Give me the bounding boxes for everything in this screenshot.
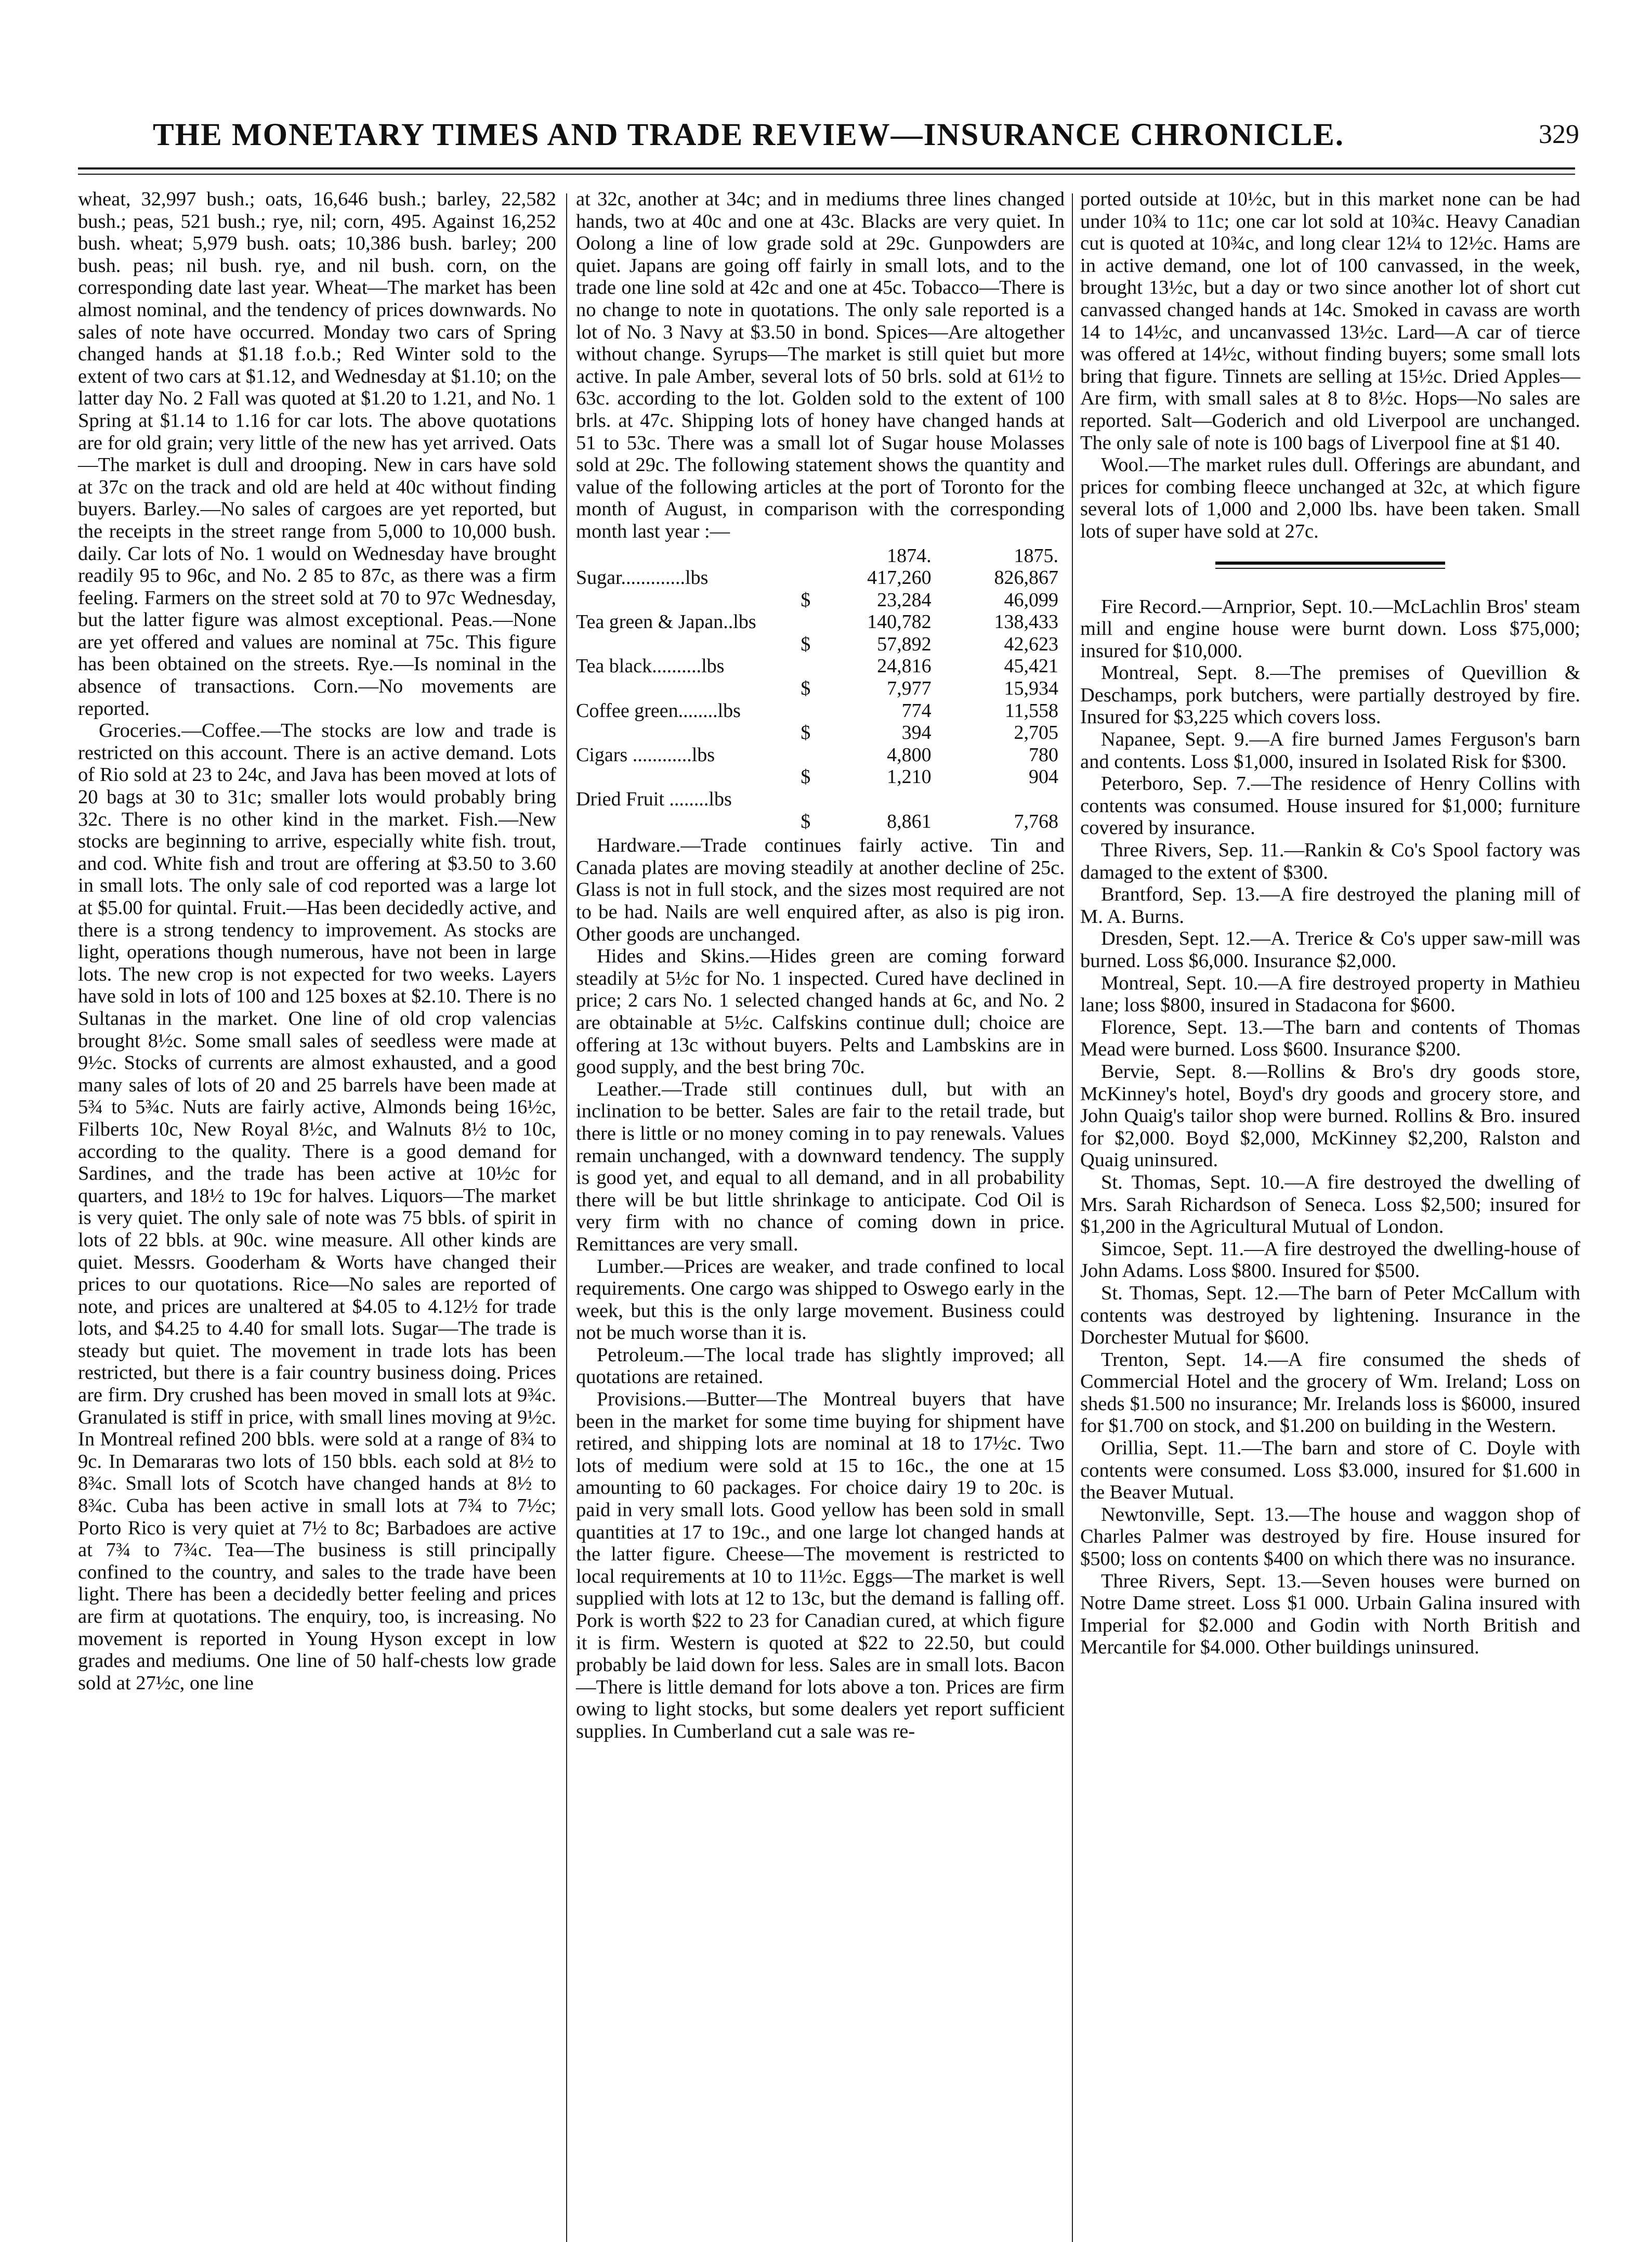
- table-row: [576, 589, 1065, 611]
- table-row: [576, 567, 1065, 589]
- table-cell-value: 23,284: [877, 589, 932, 611]
- header-rule-thick: [78, 167, 1575, 170]
- table-cell-value: 904: [1029, 766, 1058, 788]
- table-row: [576, 722, 1065, 744]
- fire-record-list: [1080, 596, 1580, 1659]
- table-cell-label: Tea green & Japan..lbs: [576, 611, 756, 633]
- wool-paragraph: Wool.—The market rules dull. Offerings are abundant, and prices for combing fleece unchanged at 32c, at which figure several lots of 1,000 and 2,000 lbs. have been taken. Small lots of super have sold at 27c.: [1080, 454, 1580, 542]
- header-rule-thin: [78, 174, 1575, 175]
- section-divider: [1080, 554, 1580, 579]
- table-cell-value: 11,558: [1004, 699, 1058, 722]
- fire-record-entry: Dresden, Sept. 12.—A. Trerice & Co's upper saw-mill was burned. Loss $6,000. Insurance $2,000.: [1080, 928, 1580, 972]
- column-divider-1: [566, 193, 567, 2242]
- fire-record-entry: Three Rivers, Sept. 13.—Seven houses were burned on Notre Dame street. Loss $1 000. Urbain Galina insured with Imperial for $2.000 and Godin with North British and Mercantile for $4.000. Other buildings uninsured.: [1080, 1570, 1580, 1659]
- table-cell-value: 826,867: [994, 567, 1058, 589]
- table-cell-label: $: [801, 633, 811, 655]
- table-cell-value: 417,260: [867, 567, 932, 589]
- table-cell-value: 394: [901, 722, 932, 744]
- fire-record-entry: Fire Record.—Arnprior, Sept. 10.—McLachlin Bros' steam mill and engine house were burnt down. Loss $75,000; insured for $10,000.: [1080, 595, 1580, 662]
- column-3: [1080, 188, 1580, 1659]
- table-cell-value: 4,800: [887, 744, 932, 766]
- table-row: [576, 700, 1065, 722]
- table-cell-value: 42,623: [1004, 633, 1058, 655]
- page-title: THE MONETARY TIMES AND TRADE REVIEW—INSURANCE CHRONICLE.: [152, 118, 1345, 152]
- table-cell-value: 8,861: [887, 810, 932, 832]
- fire-record-entry: Bervie, Sept. 8.—Rollins & Bro's dry goods store, McKinney's hotel, Boyd's dry goods and grocery store, and John Quaig's tailor shop were burned. Rollins & Bro. insured for $2,000. Boyd $2,000, McKinney $2,200, Ralston and Quaig uninsured.: [1080, 1060, 1580, 1171]
- table-cell-label: $: [801, 766, 811, 788]
- table-row: [576, 788, 1065, 811]
- fire-record-entry: St. Thomas, Sept. 10.—A fire destroyed the dwelling of Mrs. Sarah Richardson of Seneca. Loss $2,500; insured for $1,200 in the Agricultural Mutual of London.: [1080, 1171, 1580, 1238]
- provisions-paragraph: Provisions.—Butter—The Montreal buyers that have been in the market for some time buying for shipment have retired, and shipping lots are nominal at 18 to 17½c. Two lots of medium were sold at 15 to 16c., the one at 15 amounting to 60 packages. For choice dairy 19 to 20c. is paid in very small lots. Good yellow has been sold in small quantities at 17 to 19c., and one large lot changed hands at the latter figure. Cheese—The movement is restricted to local requirements at 10 to 11½c. Eggs—The market is well supplied with lots at 12 to 13c, but the demand is falling off. Pork is worth $22 to 23 for Canadian cured, at which figure it is firm. Western is quoted at $22 to 22.50, but could probably be laid down for less. Sales are in small lots. Bacon—There is little demand for lots above a ton. Prices are firm owing to light stocks, but some dealers yet report sufficient supplies. In Cumberland cut a sale was re-: [576, 1388, 1065, 1742]
- table-cell-value: [938, 788, 1065, 811]
- table-cell-value: 45,421: [1004, 655, 1058, 677]
- table-row: [576, 611, 1065, 633]
- fire-record-entry: Orillia, Sept. 11.—The barn and store of C. Doyle with contents were consumed. Loss $3.000, insured for $1.600 in the Beaver Mutual.: [1080, 1437, 1580, 1504]
- fire-record-entry: St. Thomas, Sept. 12.—The barn of Peter McCallum with contents was destroyed by lightening. Insurance in the Dorchester Mutual for $600.: [1080, 1282, 1580, 1349]
- hardware-paragraph: Hardware.—Trade continues fairly active. Tin and Canada plates are moving steadily at another decline of 25c. Glass is not in full stock, and the sizes most required are not to be had. Nails are well enquired after, as also is pig iron. Other goods are unchanged.: [576, 835, 1065, 945]
- fire-record-entry: Napanee, Sept. 9.—A fire burned James Ferguson's barn and contents. Loss $1,000, insured in Isolated Risk for $300.: [1080, 728, 1580, 773]
- fire-record-entry: Peterboro, Sep. 7.—The residence of Henry Collins with contents was consumed. House insured for $1,000; furniture covered by insurance.: [1080, 773, 1580, 839]
- table-cell-value: 7,768: [1014, 810, 1058, 832]
- table-row: [576, 677, 1065, 700]
- table-cell-value: [810, 788, 937, 811]
- table-cell-value: 138,433: [994, 611, 1058, 633]
- column-2: [576, 188, 1065, 1743]
- table-cell-label: Tea black..........lbs: [576, 655, 725, 677]
- groceries-paragraph: Groceries.—Coffee.—The stocks are low and trade is restricted on this account. There is an active demand. Lots of Rio sold at 23 to 24c, and Java has been moved at lots of 20 bags at 30 to 31c; smaller lots would probably bring 32c. There is no other kind in the market. Fish.—New stocks are beginning to arrive, especially white fish. trout, and cod. White fish and trout are offering at $3.50 to 3.60 in small lots. The only sale of cod reported was a large lot at $5.00 for quintal. Fruit.—Has been decidedly active, and there is a strong tendency to improvement. As stocks are light, operations though numerous, have not been in large lots. The new crop is not expected for two weeks. Layers have sold in lots of 100 and 125 boxes at $2.10. There is no Sultanas in the market. One line of old crop valencias brought 8½c. Some small sales of seedless were made at 9½c. Stocks of currents are almost exhausted, and a good many sales of lots of 20 and 25 barrels have been made at 5¾ to 5¾c. Nuts are fairly active, Almonds being 16½c, Filberts 10c, New Royal 8½c, and Walnuts 8½ to 10c, according to the quality. There is a good demand for Sardines, and the trade has been active at 10½c for quarters, and 18½ to 19c for halves. Liquors—The market is very quiet. The only sale of note was 75 bbls. of spirit in lots of 22 bbls. at 90c. wine measure. All other kinds are quiet. Messrs. Gooderham & Worts have changed their prices to our quotations. Rice—No sales are reported of note, and prices are unaltered at $4.05 to 4.12½ for trade lots, and $4.25 to 4.40 for small lots. Sugar—The trade is steady but quiet. The movement in trade lots has been restricted, but there is a fair country business doing. Prices are firm. Dry crushed has been moved in small lots at 9¾c. Granulated is stiff in price, with small lines moving at 9½c. In Montreal refined 200 bbls. were sold at a range of 8¾ to 9c. In Demararas two lots of 150 bbls. each sold at 8½ to 8¾c. Small lots of Scotch have changed hands at 8½ to 8¾c. Cuba has been active in small lots at 7¾ to 7½c; Porto Rico is very quiet at 7½ to 8c; Barbadoes are active at 7¾ to 7¾c. Tea—The business is still principally confined to the country, and sales to the trade have been light. There has been a decidedly better feeling and prices are firm at quotations. The enquiry, too, is increasing. No movement is reported in Young Hyson except in low grades and mediums. One line of 50 half-chests low grade sold at 27½c, one line: [78, 720, 556, 1694]
- table-cell-label: $: [801, 677, 811, 700]
- table-cell-value: 774: [901, 699, 932, 722]
- column-1: [78, 188, 556, 1694]
- fire-record-entry: Montreal, Sept. 10.—A fire destroyed property in Mathieu lane; loss $800, insured in Stadacona for $600.: [1080, 972, 1580, 1016]
- table-cell-label: Sugar.............lbs: [576, 567, 709, 589]
- table-cell-value: 140,782: [867, 611, 932, 633]
- table-row: [576, 744, 1065, 766]
- fire-record-entry: Newtonville, Sept. 13.—The house and waggon shop of Charles Palmer was destroyed by fire. House insured for $500; loss on contents $400 on which there was no insurance.: [1080, 1503, 1580, 1570]
- fire-record-entry: Three Rivers, Sep. 11.—Rankin & Co's Spool factory was damaged to the extent of $300.: [1080, 839, 1580, 883]
- table-cell-value: 46,099: [1004, 589, 1058, 611]
- hides-skins-paragraph: Hides and Skins.—Hides green are coming forward steadily at 5½c for No. 1 inspected. Cured have declined in price; 2 cars No. 1 selected changed hands at 6c, and No. 2 are obtainable at 5½c. Calfskins continue dull; choice are offering at 13c without buyers. Pelts and Lambskins are in good supply, and the best bring 70c.: [576, 945, 1065, 1078]
- table-cell-value: 780: [1029, 744, 1058, 766]
- fire-record-entry: Trenton, Sept. 14.—A fire consumed the sheds of Commercial Hotel and the grocery of Wm. Ireland; Loss on sheds $1.500 no insurance; Mr. Irelands loss is $6000, insured for $1.700 on stock, and $1.200 on building in the Western.: [1080, 1348, 1580, 1437]
- column-divider-2: [1072, 193, 1073, 2242]
- table-cell-value: 7,977: [887, 677, 932, 700]
- table-cell-label: Cigars ............lbs: [576, 744, 715, 766]
- table-row: [576, 655, 1065, 677]
- table-row: [576, 811, 1065, 833]
- table-row: [576, 633, 1065, 656]
- table-cell-label: Coffee green........lbs: [576, 699, 741, 722]
- page-header: [78, 117, 1579, 164]
- fire-record-entry: Simcoe, Sept. 11.—A fire destroyed the dwelling-house of John Adams. Loss $800. Insured for $500.: [1080, 1237, 1580, 1282]
- lumber-paragraph: Lumber.—Prices are weaker, and trade confined to local requirements. One cargo was shipped to Oswego early in the week, but this is the only large movement. Business could not be much worse than it is.: [576, 1255, 1065, 1344]
- page-number: 329: [1539, 120, 1579, 149]
- year-1875-header: 1875.: [1014, 544, 1058, 567]
- grain-market-paragraph: wheat, 32,997 bush.; oats, 16,646 bush.; barley, 22,582 bush.; peas, 521 bush.; rye, nil; corn, 495. Against 16,252 bush. wheat; 5,979 bush. oats; 10,386 bush. barley; 200 bush. peas; nil bush. rye, and nil bush. corn, on the corresponding date last year. Wheat—The market has been almost nominal, and the tendency of prices downwards. No sales of note have occurred. Monday two cars of Spring changed hands at $1.18 f.o.b.; Red Winter sold to the extent of two cars at $1.12, and Wednesday at $1.10; on the latter day No. 2 Fall was quoted at $1.20 to 1.21, and No. 1 Spring at $1.14 to 1.16 for car lots. The above quotations are for old grain; very little of the new has yet arrived. Oats—The market is dull and drooping. New in cars have sold at 37c on the track and old are held at 40c without finding buyers. Barley.—No sales of cargoes are yet reported, but the receipts in the street range from 5,000 to 10,000 bush. daily. Car lots of No. 1 would on Wednesday have brought readily 95 to 96c, and No. 2 85 to 87c, as there was a firm feeling. Farmers on the street sold at 70 to 97c Wednesday, but the latter figure was almost exceptional. Peas.—None are yet offered and values are nominal at 75c. This figure has been obtained on the streets. Rye.—Is nominal in the absence of transactions. Corn.—No movements are reported.: [78, 188, 556, 720]
- table-cell-value: 57,892: [877, 633, 932, 655]
- table-row: [576, 766, 1065, 788]
- fire-record-entry: Brantford, Sep. 13.—A fire destroyed the planing mill of M. A. Burns.: [1080, 883, 1580, 928]
- leather-paragraph: Leather.—Trade still continues dull, but with an inclination to be better. Sales are fair to the retail trade, but there is little or no money coming in to pay renewals. Values remain unchanged, with a downward tendency. The supply is good yet, and equal to all demand, and in all probability there will be but little shrinkage to anticipate. Cod Oil is very firm with no chance of coming down in price. Remittances are very small.: [576, 1078, 1065, 1255]
- year-1874-header: 1874.: [887, 544, 932, 567]
- fire-record-entry: Florence, Sept. 13.—The barn and contents of Thomas Mead were burned. Loss $600. Insurance $200.: [1080, 1016, 1580, 1061]
- table-cell-value: 24,816: [877, 655, 932, 677]
- table-cell-label: $: [801, 810, 811, 832]
- import-statement-table: [576, 545, 1065, 833]
- fire-record-entry: Montreal, Sept. 8.—The premises of Quevillion & Deschamps, pork butchers, were partially destroyed by fire. Insured for $3,225 which covers loss.: [1080, 662, 1580, 728]
- petroleum-paragraph: Petroleum.—The local trade has slightly improved; all quotations are retained.: [576, 1344, 1065, 1388]
- table-cell-label: $: [801, 722, 811, 744]
- tea-tobacco-paragraph: at 32c, another at 34c; and in mediums three lines changed hands, two at 40c and one at 43c. Blacks are very quiet. In Oolong a line of low grade sold at 29c. Gunpowders are quiet. Japans are going off fairly in small lots, and to the trade one line sold at 42c and one at 45c. Tobacco—There is no change to note in quotations. The only sale reported is a lot of No. 3 Navy at $3.50 in bond. Spices—Are altogether without change. Syrups—The market is still quiet but more active. In pale Amber, several lots of 50 brls. sold at 61½ to 63c. according to the lot. Golden sold to the extent of 100 brls. at 47c. Shipping lots of honey have changed hands at 51 to 53c. There was a small lot of Sugar house Molasses sold at 29c. The following statement shows the quantity and value of the following articles at the port of Toronto for the month of August, in comparison with the corresponding month last year :—: [576, 188, 1065, 542]
- table-cell-label: Dried Fruit ........lbs: [576, 788, 732, 811]
- table-cell-value: 2,705: [1014, 722, 1058, 744]
- provisions-continued-paragraph: ported outside at 10½c, but in this market none can be had under 10¾ to 11c; one car lot sold at 10¾c. Heavy Canadian cut is quoted at 10¾c, and long clear 12¼ to 12½c. Hams are in active demand, one lot of 100 canvassed, in the week, brought 13½c, but a day or two since another lot of short cut canvassed changed hands at 14c. Smoked in cavass are worth 14 to 14½c, and uncanvassed 13½c. Lard—A car of tierce was offered at 14½c, without finding buyers; some small lots bring that figure. Tinnets are selling at 15½c. Dried Apples—Are firm, with small sales at 8 to 8½c. Hops—No sales are reported. Salt—Goderich and old Liverpool are unchanged. The only sale of note is 100 bags of Liverpool fine at $1 40.: [1080, 188, 1580, 454]
- table-cell-label: $: [801, 589, 811, 611]
- table-cell-value: 15,934: [1004, 677, 1058, 700]
- table-header-row: [576, 545, 1065, 567]
- table-cell-value: 1,210: [887, 766, 932, 788]
